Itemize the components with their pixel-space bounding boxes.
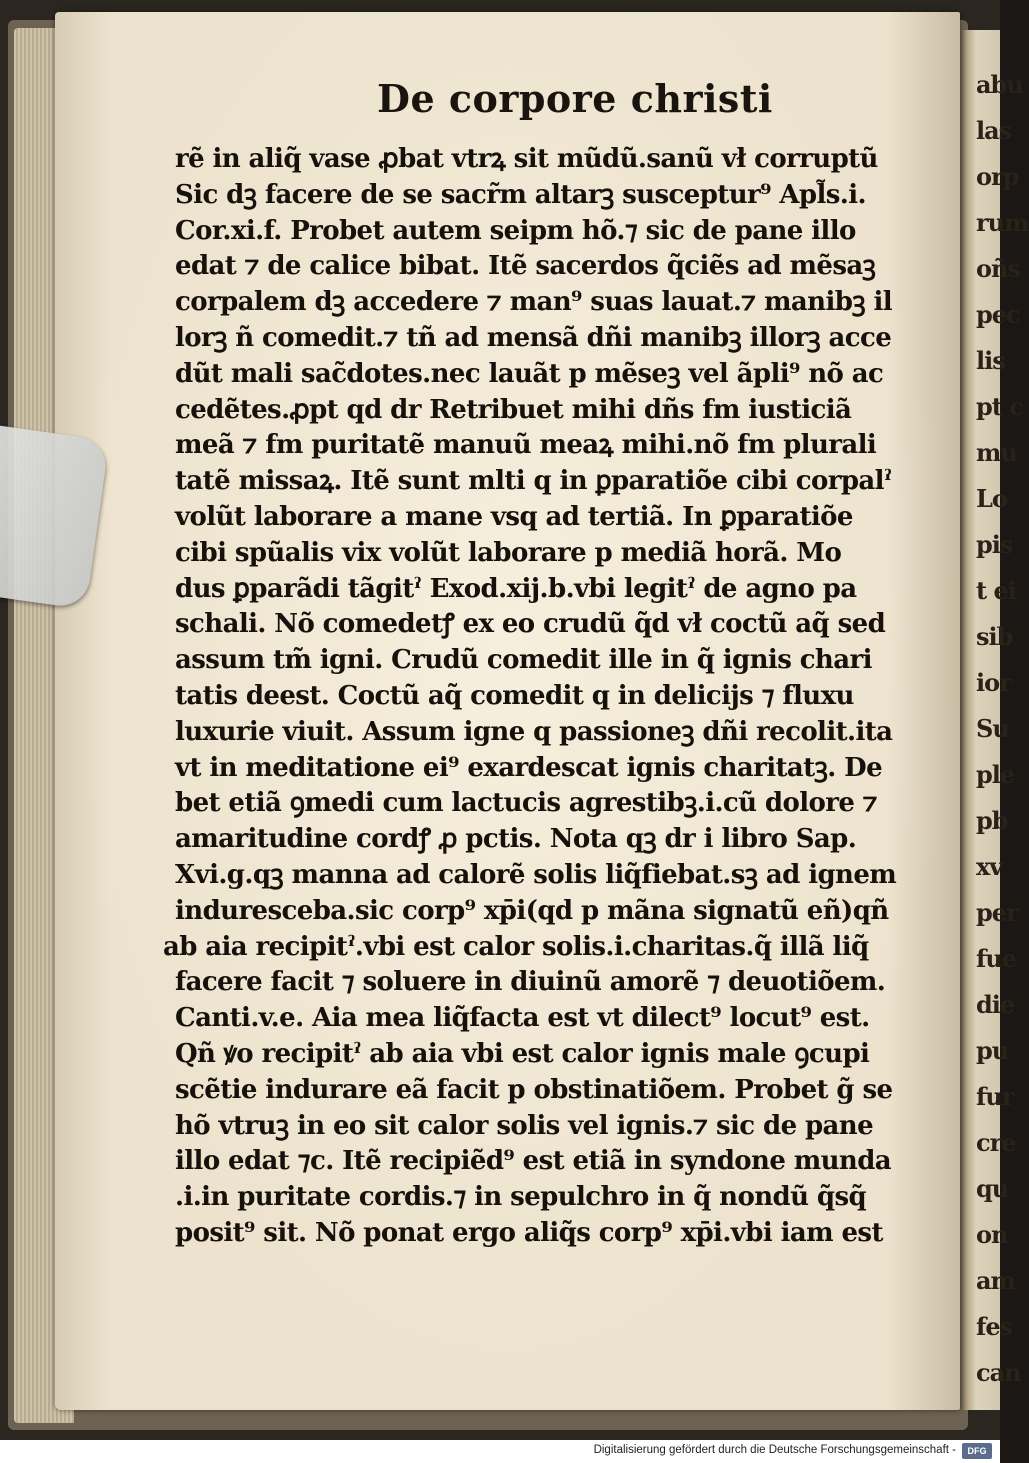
- adjacent-text-fragment: fes: [976, 1312, 1013, 1341]
- text-line: tatẽ missaꝝ. Itẽ sunt mlti q in ꝑparatiõe cibi corpalˀ: [175, 466, 892, 497]
- adjacent-text-fragment: can: [976, 1358, 1021, 1387]
- text-line: dũt mali sac̃dotes.nec lauãt p mẽseꝫ vel ãpli⁹ nõ ac: [175, 358, 884, 389]
- adjacent-text-fragment: ple: [976, 760, 1015, 789]
- adjacent-text-fragment: sib: [976, 622, 1013, 651]
- text-line: cibi spũalis vix volũt laborare p mediã horã. Mo: [175, 537, 842, 568]
- text-line: induresceba.sic corp⁹ xp̄i(qd p mãna signatũ eñ)qñ: [175, 895, 889, 926]
- adjacent-text-fragment: oñs: [976, 254, 1020, 283]
- adjacent-text-fragment: am: [976, 1266, 1015, 1295]
- text-line: luxurie viuit. Assum igne q passioneꝫ dñi recolit.ita: [175, 716, 893, 747]
- adjacent-text-fragment: fur: [976, 1082, 1014, 1111]
- text-line: lorꝫ ñ comedit.⁊ tñ ad mensã dñi manibꝫ illorꝫ acce: [175, 322, 892, 353]
- adjacent-page: [962, 30, 1029, 1410]
- adjacent-text-fragment: t ei: [976, 576, 1016, 605]
- adjacent-text-fragment: per: [976, 898, 1018, 927]
- text-line: bet etiã ꝯmedi cum lactucis agrestibꝫ.i.cũ dolore ⁊: [175, 788, 878, 819]
- text-line: Cor.xi.f. Probet autem seipm hõ.⁊ sic de pane illo: [175, 215, 856, 246]
- adjacent-text-fragment: rum: [976, 208, 1029, 237]
- adjacent-text-fragment: orp: [976, 162, 1019, 191]
- text-block: [163, 142, 915, 1252]
- adjacent-text-fragment: pu: [976, 1036, 1009, 1065]
- text-line: assum tm̃ igni. Crudũ comedit ille in q̃ ignis chari: [175, 645, 872, 676]
- dfg-logo: DFG: [962, 1443, 992, 1459]
- adjacent-text-fragment: las: [976, 116, 1012, 145]
- adjacent-text-fragment: abu: [976, 70, 1023, 99]
- text-line: Sic dꝫ facere de se sacr̃m altarꝫ susceptur⁹ Apl̃s.i.: [175, 179, 866, 210]
- adjacent-text-fragment: pec: [976, 300, 1020, 329]
- adjacent-text-fragment: Lo: [976, 484, 1007, 513]
- adjacent-text-fragment: mu: [976, 438, 1017, 467]
- text-line: facere facit ⁊ soluere in diuinũ amorẽ ⁊ deuotiõem.: [175, 967, 886, 998]
- text-line: schali. Nõ comedetꝭ ex eo crudũ q̃d vł coctũ aq̃ sed: [175, 609, 886, 640]
- text-line: Qñ ꝟo recipitˀ ab aia vbi est calor ignis male ꝯcupi: [175, 1038, 870, 1069]
- text-line: dus ꝑparãdi tãgitˀ Exod.xij.b.vbi legitˀ de agno pa: [175, 573, 857, 604]
- text-line: hõ vtruꝫ in eo sit calor solis vel ignis.⁊ sic de pane: [175, 1110, 874, 1141]
- text-line: .i.in puritate cordis.⁊ in sepulchro in q̃ nondũ q̃sq̃: [175, 1182, 867, 1213]
- adjacent-text-fragment: pis: [976, 530, 1013, 559]
- text-line: cedẽtes.ꝓpt qd dr Retribuet mihi dñs fm iusticiã: [175, 394, 852, 425]
- footer-bar: [0, 1440, 1000, 1463]
- adjacent-text-fragment: lis: [976, 346, 1005, 375]
- text-line: tatis deest. Coctũ aq̃ comedit q in delicijs ⁊ fluxu: [175, 680, 854, 711]
- page: [55, 12, 960, 1410]
- text-line: ab aia recipitˀ.vbi est calor solis.i.charitas.q̃ illã liq̃: [163, 931, 869, 962]
- adjacent-text-fragment: qu: [976, 1174, 1009, 1203]
- text-line: posit⁹ sit. Nõ ponat ergo aliq̃s corp⁹ xp̄i.vbi iam est: [175, 1217, 883, 1248]
- text-line: meã ⁊ fm puritatẽ manuũ meaꝝ mihi.nõ fm plurali: [175, 430, 877, 461]
- text-line: scẽtie indurare eã facit p obstinatiõem. Probet g̃ se: [175, 1074, 893, 1105]
- text-line: Xvi.g.qꝫ manna ad calorẽ solis liq̃fiebat.sꝫ ad ignem: [175, 859, 897, 890]
- adjacent-text-fragment: fue: [976, 944, 1017, 973]
- adjacent-text-fragment: Su: [976, 714, 1009, 743]
- text-line: vt in meditatione ei⁹ exardescat ignis charitatꝫ. De: [175, 752, 883, 783]
- text-line: rẽ in aliq̃ vase ꝓbat vtrꝝ sit mũdũ.sanũ vł corruptũ: [175, 144, 878, 174]
- text-line: volũt laborare a mane vsq ad tertiã. In ꝑparatiõe: [175, 501, 853, 532]
- text-line: corpalem dꝫ accedere ⁊ man⁹ suas lauat.⁊ manibꝫ il: [175, 287, 893, 318]
- running-head: De corpore christi: [377, 76, 773, 121]
- adjacent-text-fragment: ior: [976, 668, 1011, 697]
- adjacent-text-fragment: on: [976, 1220, 1008, 1249]
- adjacent-text-fragment: pt c: [976, 392, 1023, 421]
- adjacent-text-fragment: xv: [976, 852, 1003, 881]
- text-line: amaritudine cordꝭ ꝓ pctis. Nota qꝫ dr i libro Sap.: [175, 824, 857, 855]
- text-line: edat ⁊ de calice bibat. Itẽ sacerdos q̃ciẽs ad mẽsaꝫ: [175, 251, 876, 282]
- text-line: illo edat ⁊c. Itẽ recipiẽd⁹ est etiã in syndone munda: [175, 1146, 892, 1177]
- adjacent-text-fragment: die: [976, 990, 1015, 1019]
- footer-credit: Digitalisierung gefördert durch die Deutsche Forschungsgemeinschaft -: [593, 1444, 956, 1456]
- adjacent-text-fragment: pb: [976, 806, 1008, 835]
- text-line: Canti.v.e. Aia mea liq̃facta est vt dilect⁹ locut⁹ est.: [175, 1003, 870, 1034]
- adjacent-text-fragment: cre: [976, 1128, 1016, 1157]
